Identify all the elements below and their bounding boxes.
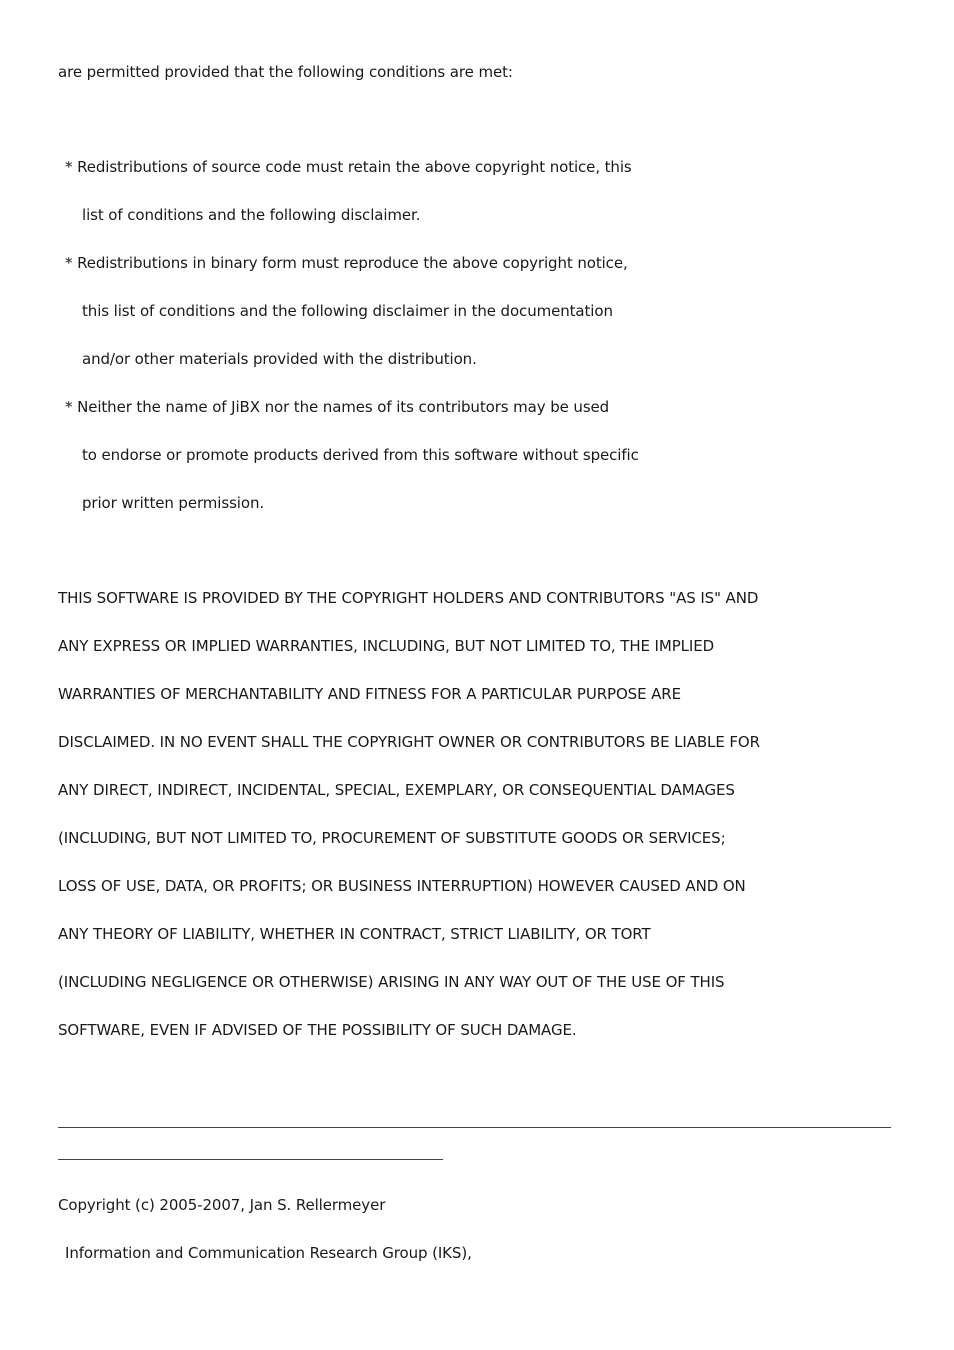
disclaimer-line: ANY THEORY OF LIABILITY, WHETHER IN CONTRACT, STRICT LIABILITY, OR TORT: [58, 925, 651, 943]
disclaimer-line: (INCLUDING, BUT NOT LIMITED TO, PROCUREMENT OF SUBSTITUTE GOODS OR SERVICES;: [58, 829, 726, 847]
copyright-line: Copyright (c) 2005-2007, Jan S. Rellermeyer: [58, 1196, 386, 1214]
disclaimer-line: DISCLAIMED. IN NO EVENT SHALL THE COPYRIGHT OWNER OR CONTRIBUTORS BE LIABLE FOR: [58, 733, 760, 751]
condition-line: and/or other materials provided with the distribution.: [82, 350, 477, 368]
disclaimer-line: THIS SOFTWARE IS PROVIDED BY THE COPYRIGHT HOLDERS AND CONTRIBUTORS "AS IS" AND: [58, 589, 759, 607]
copyright-affiliation: Information and Communication Research Group (IKS),: [65, 1244, 472, 1262]
condition-line: prior written permission.: [82, 494, 265, 512]
disclaimer-line: ANY DIRECT, INDIRECT, INCIDENTAL, SPECIAL, EXEMPLARY, OR CONSEQUENTIAL DAMAGES: [58, 781, 735, 799]
condition-line: to endorse or promote products derived from this software without specific: [82, 446, 639, 464]
condition-line: list of conditions and the following disclaimer.: [82, 206, 421, 224]
disclaimer-line: (INCLUDING NEGLIGENCE OR OTHERWISE) ARISING IN ANY WAY OUT OF THE USE OF THIS: [58, 973, 725, 991]
intro-line: are permitted provided that the following conditions are met:: [58, 63, 513, 81]
condition-line: * Redistributions of source code must retain the above copyright notice, this: [65, 158, 632, 176]
disclaimer-line: WARRANTIES OF MERCHANTABILITY AND FITNESS FOR A PARTICULAR PURPOSE ARE: [58, 685, 682, 703]
disclaimer-line: ANY EXPRESS OR IMPLIED WARRANTIES, INCLUDING, BUT NOT LIMITED TO, THE IMPLIED: [58, 637, 715, 655]
separator-rule: [58, 1159, 443, 1160]
disclaimer-line: LOSS OF USE, DATA, OR PROFITS; OR BUSINESS INTERRUPTION) HOWEVER CAUSED AND ON: [58, 877, 746, 895]
condition-line: * Redistributions in binary form must reproduce the above copyright notice,: [65, 254, 628, 272]
condition-line: this list of conditions and the following disclaimer in the documentation: [82, 302, 613, 320]
disclaimer-line: SOFTWARE, EVEN IF ADVISED OF THE POSSIBILITY OF SUCH DAMAGE.: [58, 1021, 577, 1039]
separator-rule: [58, 1127, 891, 1128]
condition-line: * Neither the name of JiBX nor the names of its contributors may be used: [65, 398, 610, 416]
